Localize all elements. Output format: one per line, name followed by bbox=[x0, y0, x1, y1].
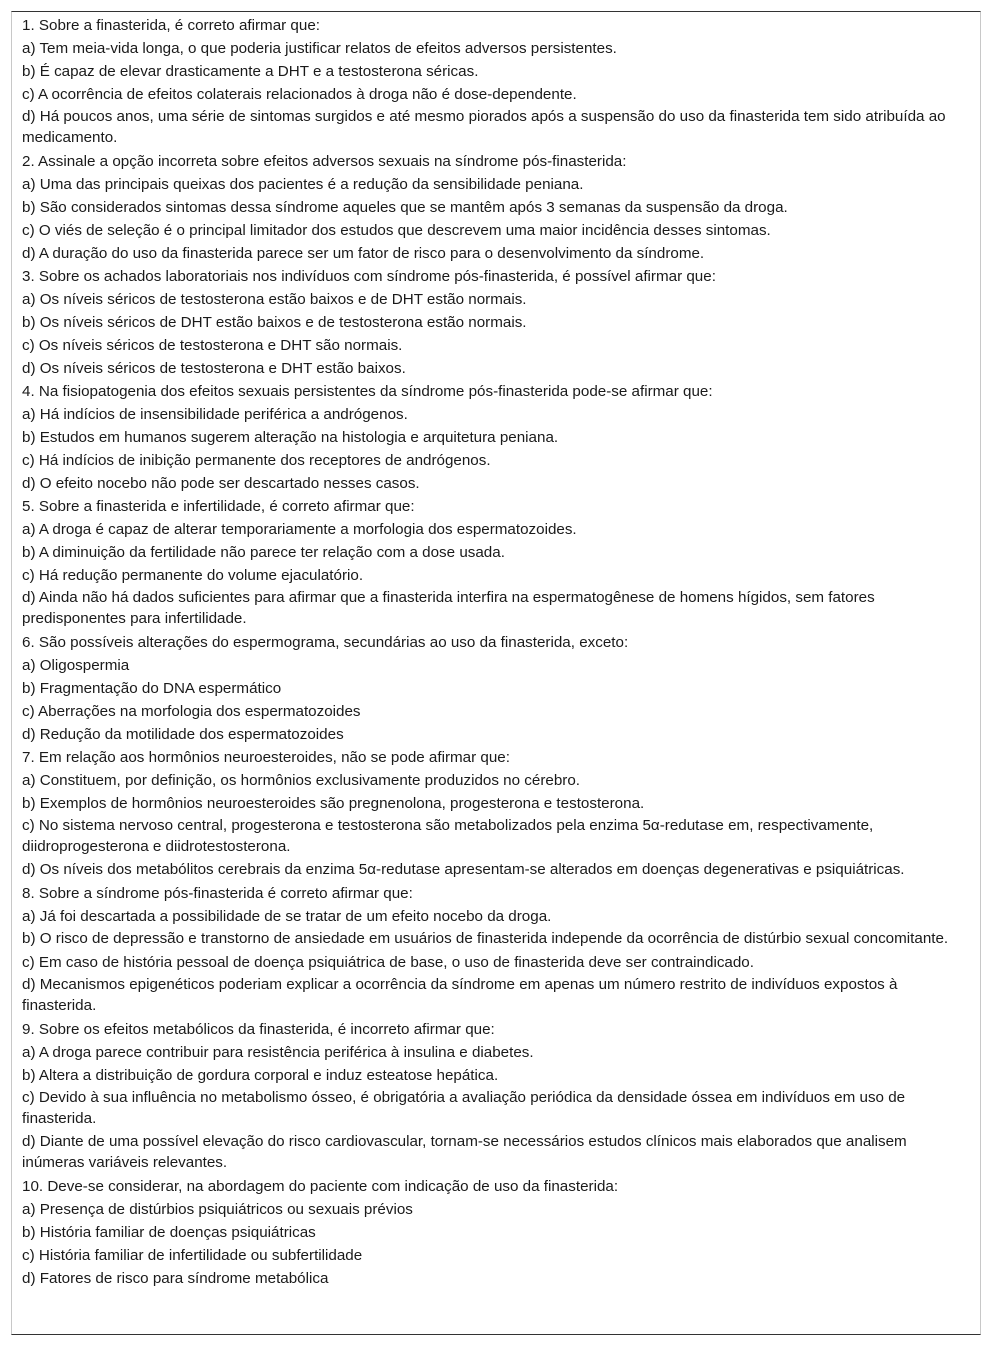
question-7 bbox=[22, 746, 972, 882]
option-b: b) Fragmentação do DNA espermático bbox=[22, 680, 282, 697]
option-c: c) Devido à sua influência no metabolismo ósseo, é obrigatória a avaliação periódica da densidade óssea em indivíduos em uso de finasterida. bbox=[22, 1089, 906, 1127]
option-d: d) Os níveis dos metabólitos cerebrais da enzima 5α-redutase apresentam-se alterados em doenças degenerativas e psiquiátricas. bbox=[22, 861, 905, 878]
option-d: d) Fatores de risco para síndrome metabólica bbox=[22, 1270, 329, 1287]
question-stem: 2. Assinale a opção incorreta sobre efeitos adversos sexuais na síndrome pós-finasterida: bbox=[22, 153, 627, 170]
option-a: a) Constituem, por definição, os hormônios exclusivamente produzidos no cérebro. bbox=[22, 772, 581, 789]
question-1 bbox=[22, 14, 972, 150]
option-d: d) Diante de uma possível elevação do risco cardiovascular, tornam-se necessários estudos clínicos mais elaborados que analisem inúmeras variáveis relevantes. bbox=[22, 1133, 907, 1171]
question-10 bbox=[22, 1175, 972, 1290]
option-c: c) História familiar de infertilidade ou subfertilidade bbox=[22, 1247, 363, 1264]
option-b: b) São considerados sintomas dessa síndrome aqueles que se mantêm após 3 semanas da suspensão da droga. bbox=[22, 199, 788, 216]
option-c: c) No sistema nervoso central, progesterona e testosterona são metabolizados pela enzima 5α-redutase em, respectivamente, diidroprogesterona e diidrotestosterona. bbox=[22, 817, 874, 855]
option-d: d) Há poucos anos, uma série de sintomas surgidos e até mesmo piorados após a suspensão do uso da finasterida tem sido atribuída ao medicamento. bbox=[22, 108, 946, 146]
option-c: c) Em caso de história pessoal de doença psiquiátrica de base, o uso de finasterida deve ser contraindicado. bbox=[22, 954, 754, 971]
option-c: c) O viés de seleção é o principal limitador dos estudos que descrevem uma maior incidência desses sintomas. bbox=[22, 222, 771, 239]
question-stem: 4. Na fisiopatogenia dos efeitos sexuais persistentes da síndrome pós-finasterida pode-se afirmar que: bbox=[22, 383, 713, 400]
option-a: a) Uma das principais queixas dos pacientes é a redução da sensibilidade peniana. bbox=[22, 176, 584, 193]
option-a: a) A droga é capaz de alterar temporariamente a morfologia dos espermatozoides. bbox=[22, 521, 577, 538]
option-b: b) É capaz de elevar drasticamente a DHT e a testosterona séricas. bbox=[22, 63, 479, 80]
quiz-table bbox=[11, 11, 981, 1335]
question-4 bbox=[22, 380, 972, 495]
option-c: c) Aberrações na morfologia dos espermatozoides bbox=[22, 703, 361, 720]
question-stem: 5. Sobre a finasterida e infertilidade, é correto afirmar que: bbox=[22, 498, 415, 515]
option-d: d) Ainda não há dados suficientes para afirmar que a finasterida interfira na espermatogênese de homens hígidos, sem fatores predisponentes para infertilidade. bbox=[22, 589, 875, 627]
option-b: b) A diminuição da fertilidade não parece ter relação com a dose usada. bbox=[22, 544, 505, 561]
question-8 bbox=[22, 882, 972, 1018]
option-b: b) Exemplos de hormônios neuroesteroides são pregnenolona, progesterona e testosterona. bbox=[22, 795, 645, 812]
option-d: d) Redução da motilidade dos espermatozoides bbox=[22, 726, 344, 743]
question-3 bbox=[22, 265, 972, 380]
question-5 bbox=[22, 495, 972, 631]
option-b: b) Estudos em humanos sugerem alteração na histologia e arquitetura peniana. bbox=[22, 429, 559, 446]
question-stem: 10. Deve-se considerar, na abordagem do paciente com indicação de uso da finasterida: bbox=[22, 1178, 619, 1195]
option-b: b) Altera a distribuição de gordura corporal e induz esteatose hepática. bbox=[22, 1067, 499, 1084]
option-a: a) Presença de distúrbios psiquiátricos ou sexuais prévios bbox=[22, 1201, 413, 1218]
question-9 bbox=[22, 1018, 972, 1175]
option-a: a) Oligospermia bbox=[22, 657, 130, 674]
option-b: b) O risco de depressão e transtorno de ansiedade em usuários de finasterida independe da ocorrência de distúrbio sexual concomitante. bbox=[22, 930, 949, 947]
option-c: c) Há indícios de inibição permanente dos receptores de andrógenos. bbox=[22, 452, 491, 469]
option-c: c) A ocorrência de efeitos colaterais relacionados à droga não é dose-dependente. bbox=[22, 86, 577, 103]
option-a: a) Tem meia-vida longa, o que poderia justificar relatos de efeitos adversos persistentes. bbox=[22, 40, 617, 57]
option-c: c) Os níveis séricos de testosterona e DHT são normais. bbox=[22, 337, 403, 354]
question-stem: 9. Sobre os efeitos metabólicos da finasterida, é incorreto afirmar que: bbox=[22, 1021, 495, 1038]
question-stem: 1. Sobre a finasterida, é correto afirmar que: bbox=[22, 17, 320, 34]
question-stem: 7. Em relação aos hormônios neuroesteroides, não se pode afirmar que: bbox=[22, 749, 510, 766]
option-a: a) Os níveis séricos de testosterona estão baixos e de DHT estão normais. bbox=[22, 291, 527, 308]
option-a: a) A droga parece contribuir para resistência periférica à insulina e diabetes. bbox=[22, 1044, 534, 1061]
question-6 bbox=[22, 631, 972, 746]
question-stem: 6. São possíveis alterações do espermograma, secundárias ao uso da finasterida, exceto: bbox=[22, 634, 629, 651]
option-a: a) Já foi descartada a possibilidade de se tratar de um efeito nocebo da droga. bbox=[22, 908, 552, 925]
option-c: c) Há redução permanente do volume ejaculatório. bbox=[22, 567, 364, 584]
question-stem: 3. Sobre os achados laboratoriais nos indivíduos com síndrome pós-finasterida, é possível afirmar que: bbox=[22, 268, 716, 285]
option-b: b) Os níveis séricos de DHT estão baixos e de testosterona estão normais. bbox=[22, 314, 527, 331]
question-2 bbox=[22, 150, 972, 265]
option-d: d) Os níveis séricos de testosterona e DHT estão baixos. bbox=[22, 360, 406, 377]
option-d: d) O efeito nocebo não pode ser descartado nesses casos. bbox=[22, 475, 420, 492]
option-a: a) Há indícios de insensibilidade periférica a andrógenos. bbox=[22, 406, 408, 423]
question-stem: 8. Sobre a síndrome pós-finasterida é correto afirmar que: bbox=[22, 885, 413, 902]
option-d: d) A duração do uso da finasterida parece ser um fator de risco para o desenvolvimento da síndrome. bbox=[22, 245, 705, 262]
option-d: d) Mecanismos epigenéticos poderiam explicar a ocorrência da síndrome em apenas um número restrito de indivíduos expostos à finasterida. bbox=[22, 976, 898, 1014]
option-b: b) História familiar de doenças psiquiátricas bbox=[22, 1224, 316, 1241]
